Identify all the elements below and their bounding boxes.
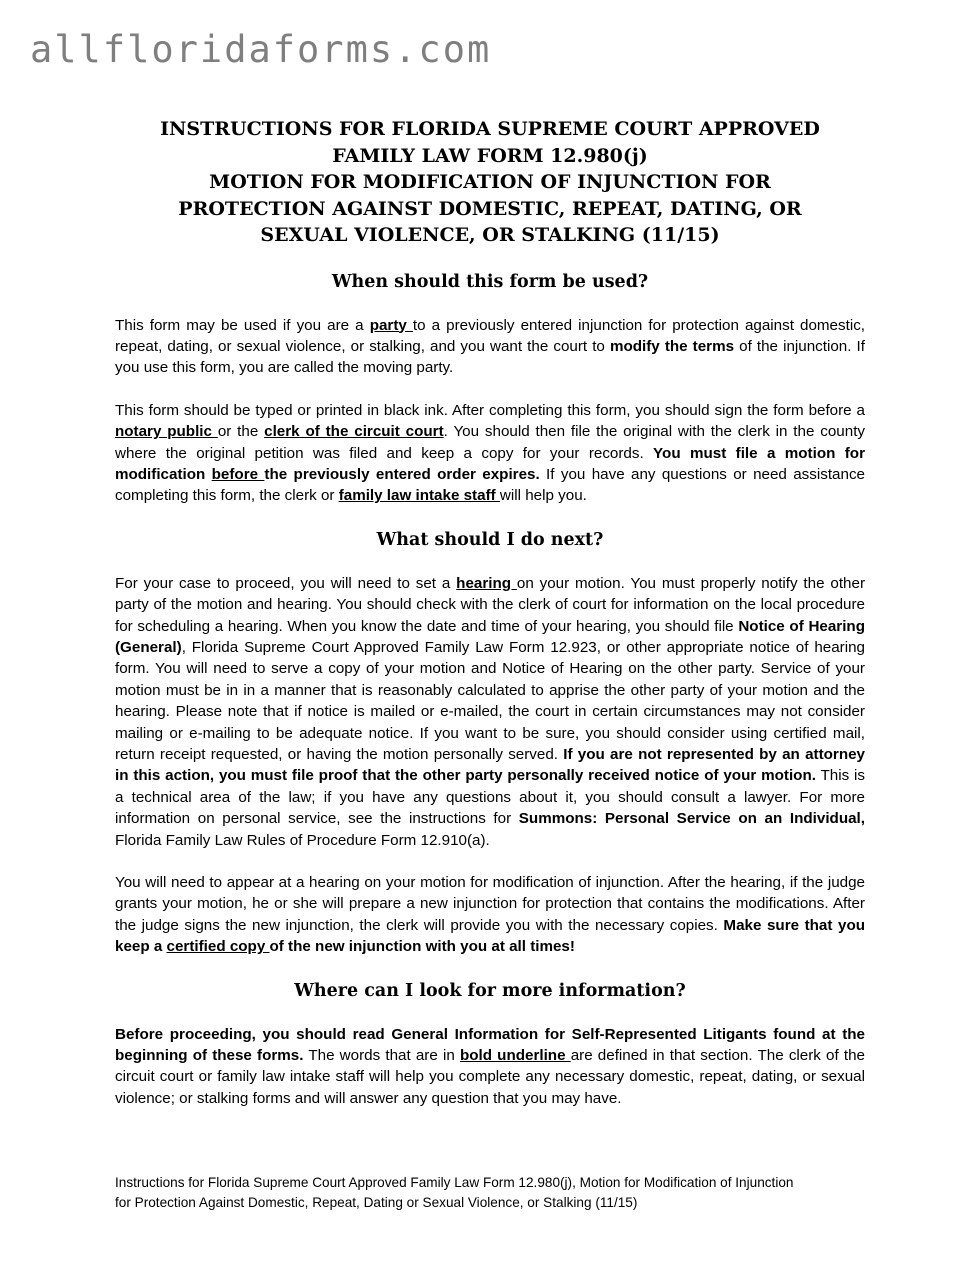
- document-title: [115, 116, 865, 249]
- page-footer: [115, 1173, 875, 1212]
- term-hearing: hearing: [456, 574, 517, 592]
- term-clerk-circuit-court: clerk of the circuit court: [264, 423, 444, 441]
- paragraph-next-1: [115, 573, 865, 851]
- text: are defined in that section. The clerk of the circuit court or family law intake staff will help you complete any necessary domestic, repeat, dating, or sexual violence; or stalking forms and will answer any question that you may have.: [115, 1047, 865, 1107]
- title-line-1: INSTRUCTIONS FOR FLORIDA SUPREME COURT APPROVED FAMILY LAW FORM 12.980(j): [160, 118, 820, 167]
- text: will help you.: [499, 487, 587, 505]
- text: This form should be typed or printed in black ink. After completing this form, you should sign the form before a: [115, 401, 865, 419]
- title-line-2: MOTION FOR MODIFICATION OF INJUNCTION FOR PROTECTION AGAINST DOMESTIC, REPEAT, DATING, OR SEXUAL VIOLENCE, OR STALKING (11/15): [178, 171, 802, 246]
- term-family-law-intake-staff: family law intake staff: [338, 487, 500, 505]
- heading-when: When should this form be used?: [331, 271, 649, 292]
- term-before: before: [211, 465, 265, 483]
- emphasis-summons: Summons: Personal Service on an Individual,: [518, 810, 866, 828]
- text: The words that are in: [303, 1047, 460, 1065]
- text: or the: [217, 423, 265, 441]
- emphasis-before-proceeding: Before proceeding, you should read General Information for Self-Represented Litigants found at the beginning of these forms.: [115, 1025, 865, 1065]
- paragraph-next-2: [115, 872, 865, 958]
- text: You will need to appear at a hearing on your motion for modification of injunction. After the hearing, if the judge grants your motion, he or she will prepare a new injunction for protection that contains the modifications. After the judge signs the new injunction, the clerk will provide you with the necessary copies.: [115, 874, 865, 934]
- emphasis-keep: Make sure that you keep a: [115, 916, 865, 956]
- text: , Florida Supreme Court Approved Family Law Form 12.923, or other appropriate notice of hearing form. You will need to serve a copy of your motion and Notice of Hearing on the other party. Service of your motion must be in in a manner that is reasonably calculated to apprise the other party of your motion and the hearing. Please note that if notice is mailed or e-mailed, the court in certain circumstances may not consider mailing or e-mailing to be adequate notice. If you want to be sure, you should consider using certified mail, return receipt requested, or having the motion personally served.: [115, 638, 865, 763]
- document-body: [115, 116, 865, 1130]
- text: . You should then file the original with the clerk in the county where the original petition was filed and keep a copy for your records.: [115, 423, 866, 462]
- text: This is a technical area of the law; if you have any questions about it, you should consult a lawyer. For more information on personal service, see the instructions for: [115, 767, 866, 828]
- term-certified-copy: certified copy: [166, 938, 270, 956]
- text: of the injunction. If you use this form, you are called the moving party.: [115, 337, 865, 377]
- paragraph-when-2: [115, 400, 865, 507]
- heading-next: What should I do next?: [376, 529, 604, 550]
- heading-more-info: Where can I look for more information?: [294, 980, 686, 1001]
- term-notary-public: notary public: [115, 423, 218, 441]
- paragraph-when-1: [115, 315, 865, 379]
- footer-line-2: for Protection Against Domestic, Repeat, Dating or Sexual Violence, or Stalking (11/15): [115, 1194, 638, 1210]
- emphasis-notice-of-hearing: Notice of Hearing (General): [115, 617, 865, 656]
- text: on your motion. You must properly notify the other party of the motion and hearing. You should check with the clerk of court for information on the local procedure for scheduling a hearing. When you know the date and time of your hearing, you should file: [115, 574, 866, 635]
- emphasis-modify: modify the terms: [609, 337, 735, 355]
- site-watermark: allfloridaforms.com: [30, 28, 492, 71]
- text: This form may be used if you are a: [115, 316, 370, 334]
- emphasis-must-file: You must file a motion for modification: [115, 444, 865, 483]
- term-bold-underline: bold underline: [459, 1047, 571, 1065]
- text: For your case to proceed, you will need to set a: [115, 574, 457, 592]
- term-party: party: [369, 316, 413, 334]
- text: Florida Family Law Rules of Procedure Form 12.910(a).: [115, 831, 490, 849]
- text: to a previously entered injunction for protection against domestic, repeat, dating, or sexual violence, or stalking, and you want the court to: [115, 316, 866, 355]
- text: If you have any questions or need assistance completing this form, the clerk or: [115, 465, 865, 505]
- emphasis-all-times: of the new injunction with you at all times!: [269, 938, 575, 956]
- footer-line-1: Instructions for Florida Supreme Court Approved Family Law Form 12.980(j), Motion for Modification of Injunction: [115, 1175, 794, 1190]
- emphasis-proof: If you are not represented by an attorney in this action, you must file proof that the other party personally received notice of your motion.: [115, 746, 865, 785]
- paragraph-more-1: [115, 1024, 865, 1110]
- emphasis-expires: the previously entered order expires.: [264, 465, 540, 483]
